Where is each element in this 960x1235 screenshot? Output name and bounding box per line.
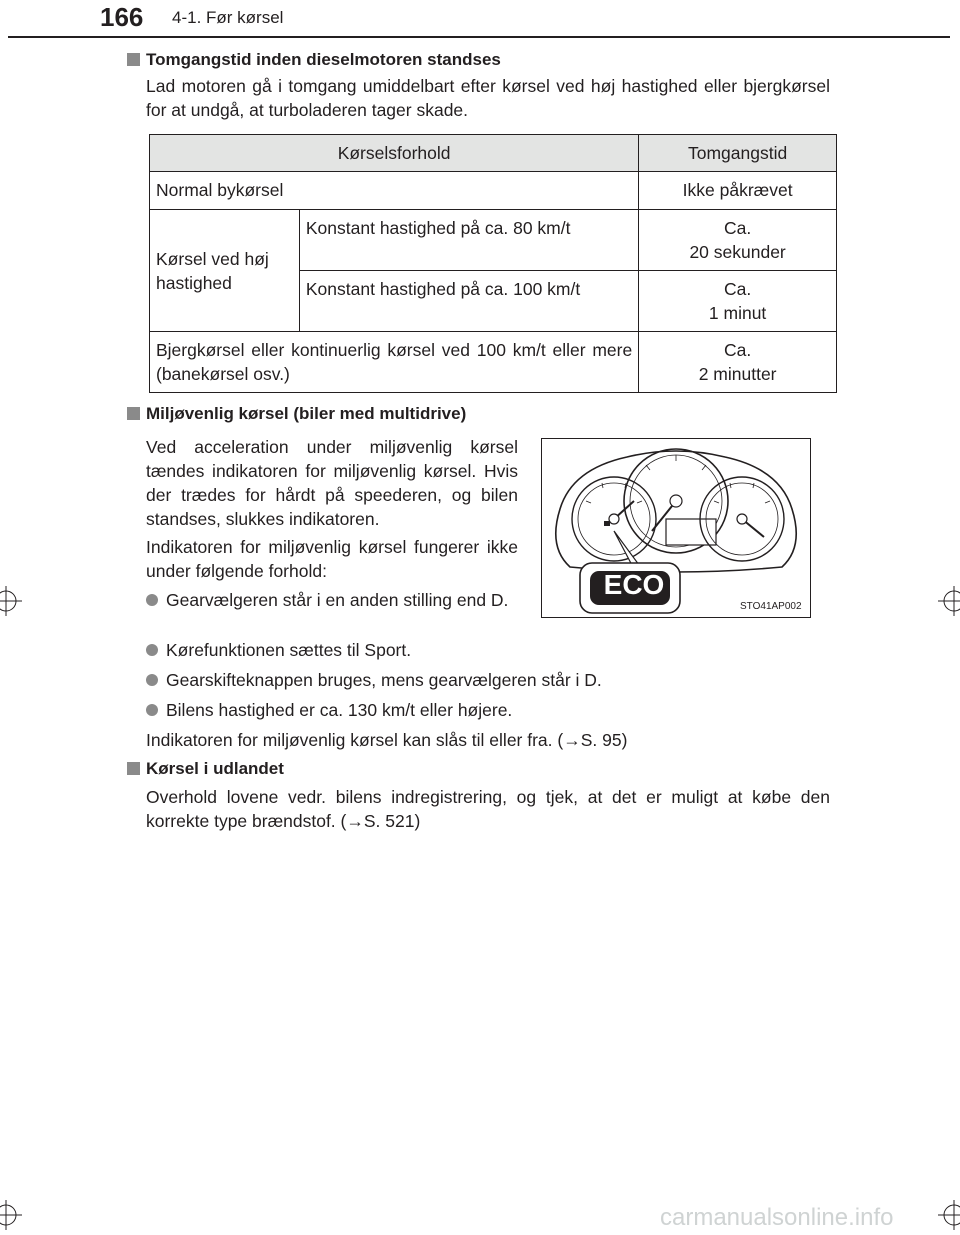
heading-square-icon bbox=[127, 53, 140, 66]
eco-para2: Indikatoren for miljøvenlig kørsel fungerer ikke under følgende forhold: bbox=[146, 537, 518, 581]
heading-square-icon bbox=[127, 762, 140, 775]
list-item: Gearvælgeren står i en anden stilling end D. bbox=[146, 588, 522, 612]
crop-mark-icon bbox=[0, 1200, 28, 1230]
list-item: Gearskifteknappen bruges, mens gearvælgeren står i D. bbox=[146, 668, 836, 692]
figure-code: STO41AP002 bbox=[740, 601, 802, 612]
idle-text: Lad motoren gå i tomgang umiddelbart efter kørsel ved høj hastighed eller bjergkørsel for at undgå, at turboladeren tager skade. bbox=[146, 76, 830, 120]
eco-para1: Ved acceleration under miljøvenlig kørsel tændes indikatoren for miljøvenlig kørsel. Hvis der trædes for hårdt på speederen, og bilen standses, slukkes indikatoren. bbox=[146, 437, 518, 529]
instrument-cluster-illustration bbox=[542, 439, 810, 617]
table-row bbox=[150, 332, 837, 393]
list-item: Kørefunktionen sættes til Sport. bbox=[146, 638, 836, 662]
section-title: 4-1. Før kørsel bbox=[172, 8, 284, 27]
cell-condition: Konstant hastighed på ca. 80 km/t bbox=[299, 210, 638, 271]
page-reference-link[interactable]: S. 95) bbox=[580, 730, 628, 750]
idle-table bbox=[149, 134, 837, 393]
bullet-icon bbox=[146, 674, 158, 686]
crop-mark-icon bbox=[0, 586, 28, 616]
idle-heading: Tomgangstid inden dieselmotoren standses bbox=[127, 50, 501, 70]
cell-time: Ca. 20 sekunder bbox=[639, 210, 837, 271]
cell-time: Ca. 1 minut bbox=[639, 271, 837, 332]
eco-indicator-figure bbox=[541, 438, 811, 618]
page-reference-link[interactable]: S. 521) bbox=[363, 811, 421, 831]
abroad-text: Overhold lovene vedr. bilens indregistrering, og tjek, at det er muligt at købe den korrekte type brændstof. (→S. 521) bbox=[146, 787, 830, 831]
table-row bbox=[150, 210, 837, 271]
col-header-condition: Kørselsforhold bbox=[150, 135, 639, 172]
eco-badge-text: ECO bbox=[603, 569, 665, 600]
cell-group-label: Kørsel ved høj hastighed bbox=[150, 210, 300, 332]
bullet-icon bbox=[146, 594, 158, 606]
page-number: 166 bbox=[100, 2, 144, 32]
list-item: Bilens hastighed er ca. 130 km/t eller højere. bbox=[146, 698, 836, 722]
header-rule bbox=[8, 36, 950, 38]
bullet-icon bbox=[146, 704, 158, 716]
table-row bbox=[150, 172, 837, 210]
arrow-right-icon: → bbox=[346, 811, 364, 831]
cell-time: Ca. 2 minutter bbox=[639, 332, 837, 393]
heading-square-icon bbox=[127, 407, 140, 420]
table-header-row bbox=[150, 135, 837, 172]
arrow-right-icon: → bbox=[563, 730, 581, 750]
eco-heading: Miljøvenlig kørsel (biler med multidrive) bbox=[127, 404, 466, 424]
crop-mark-icon bbox=[932, 1200, 960, 1230]
cell-condition: Konstant hastighed på ca. 100 km/t bbox=[299, 271, 638, 332]
cell-condition: Bjergkørsel eller kontinuerlig kørsel ved 100 km/t eller mere (banekørsel osv.) bbox=[150, 332, 639, 393]
cell-condition: Normal bykørsel bbox=[150, 172, 639, 210]
col-header-idle-time: Tomgangstid bbox=[639, 135, 837, 172]
cell-time: Ikke påkrævet bbox=[639, 172, 837, 210]
abroad-heading: Kørsel i udlandet bbox=[127, 759, 284, 779]
watermark: carmanualsonline.info bbox=[660, 1204, 894, 1231]
eco-note: Indikatoren for miljøvenlig kørsel kan slås til eller fra. (→S. 95) bbox=[146, 730, 628, 750]
crop-mark-icon bbox=[932, 586, 960, 616]
bullet-icon bbox=[146, 644, 158, 656]
